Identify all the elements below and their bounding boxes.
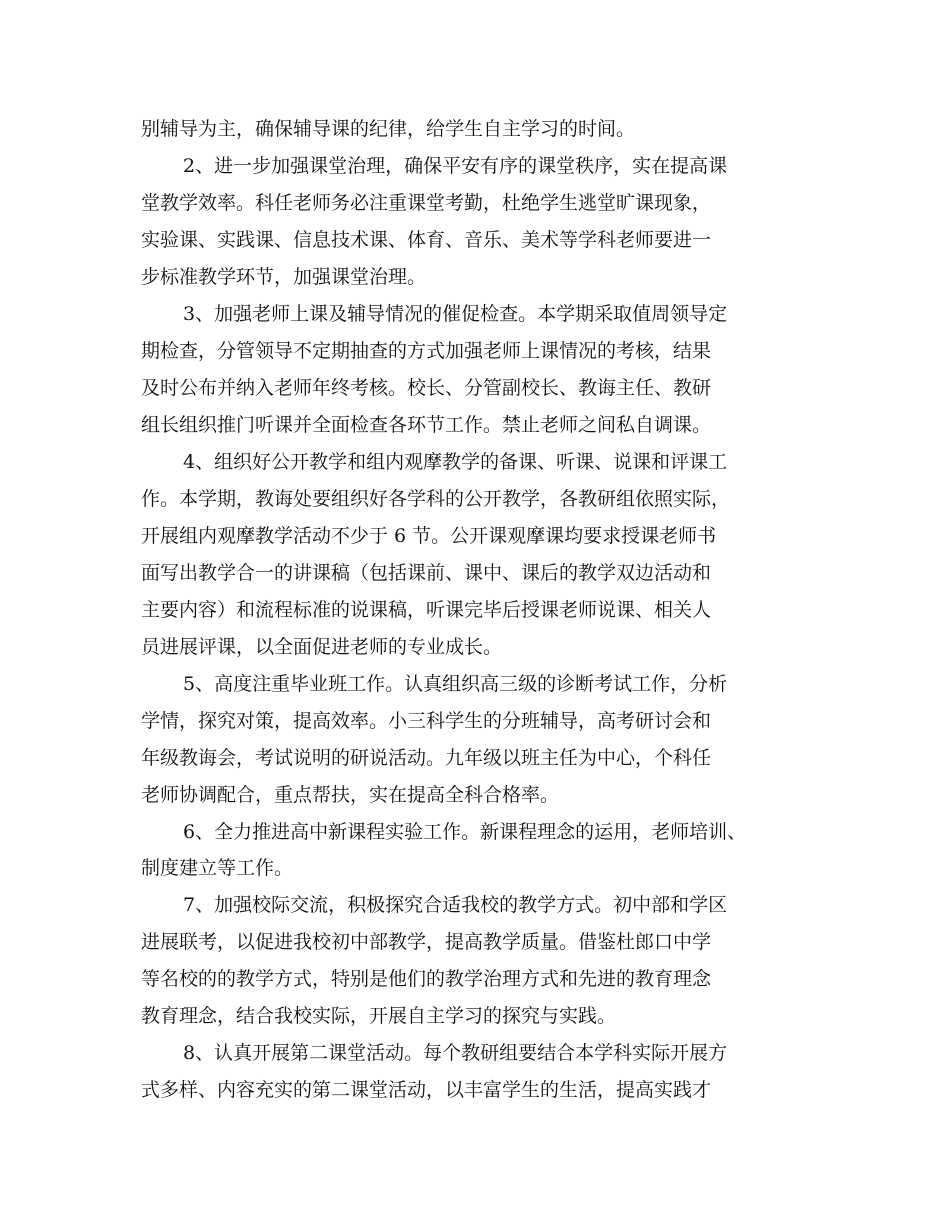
text-line: 等名校的的教学方式，特别是他们的教学治理方式和先进的教育理念 <box>141 968 712 990</box>
text-line: 4、组织好公开教学和组内观摩教学的备课、听课、说课和评课工 <box>183 451 728 473</box>
text-line: 5、高度注重毕业班工作。认真组织高三级的诊断考试工作，分析 <box>183 673 728 695</box>
text-line: 6、全力推进高中新课程实验工作。新课程理念的运用，老师培训、 <box>183 821 747 843</box>
text-line: 作。本学期，教诲处要组织好各学科的公开教学，各教研组依照实际， <box>141 488 731 510</box>
text-line: 3、加强老师上课及辅导情况的催促检查。本学期采取值周领导定 <box>183 303 728 325</box>
text-line: 2、进一步加强课堂治理，确保平安有序的课堂秩序，实在提高课 <box>183 155 728 177</box>
text-line: 期检查，分管领导不定期抽查的方式加强老师上课情况的考核，结果 <box>141 340 712 362</box>
text-line: 7、加强校际交流，积极探究合适我校的教学方式。初中部和学区 <box>183 894 728 916</box>
text-line: 实验课、实践课、信息技术课、体育、音乐、美术等学科老师要进一 <box>141 229 712 251</box>
text-line: 主要内容）和流程标准的说课稿，听课完毕后授课老师说课、相关人 <box>141 599 712 621</box>
text-line: 学情，探究对策，提高效率。小三科学生的分班辅导，高考研讨会和 <box>141 710 712 732</box>
text-line: 进展联考，以促进我校初中部教学，提高教学质量。借鉴杜郎口中学 <box>141 931 712 953</box>
text-line: 别辅导为主，确保辅导课的纪律，给学生自主学习的时间。 <box>141 118 636 140</box>
text-line: 开展组内观摩教学活动不少于 6 节。公开课观摩课均要求授课老师书 <box>141 525 717 547</box>
text-line: 步标准教学环节，加强课堂治理。 <box>141 266 427 288</box>
text-line: 组长组织推门听课并全面检查各环节工作。禁止老师之间私自调课。 <box>141 414 712 436</box>
text-line: 员进展评课，以全面促进老师的专业成长。 <box>141 636 503 658</box>
text-line: 式多样、内容充实的第二课堂活动，以丰富学生的生活，提高实践才 <box>141 1079 712 1101</box>
text-line: 教育理念，结合我校实际，开展自主学习的探究与实践。 <box>141 1005 617 1027</box>
text-line: 制度建立等工作。 <box>141 857 294 879</box>
text-line: 年级教诲会，考试说明的研说活动。九年级以班主任为中心，个科任 <box>141 747 712 769</box>
text-line: 及时公布并纳入老师年终考核。校长、分管副校长、教诲主任、教研 <box>141 377 712 399</box>
text-line: 堂教学效率。科任老师务必注重课堂考勤，杜绝学生逃堂旷课现象， <box>141 192 712 214</box>
text-line: 8、认真开展第二课堂活动。每个教研组要结合本学科实际开展方 <box>183 1042 728 1064</box>
text-line: 老师协调配合，重点帮扶，实在提高全科合格率。 <box>141 784 560 806</box>
text-line: 面写出教学合一的讲课稿（包括课前、课中、课后的教学双边活动和 <box>141 562 712 584</box>
